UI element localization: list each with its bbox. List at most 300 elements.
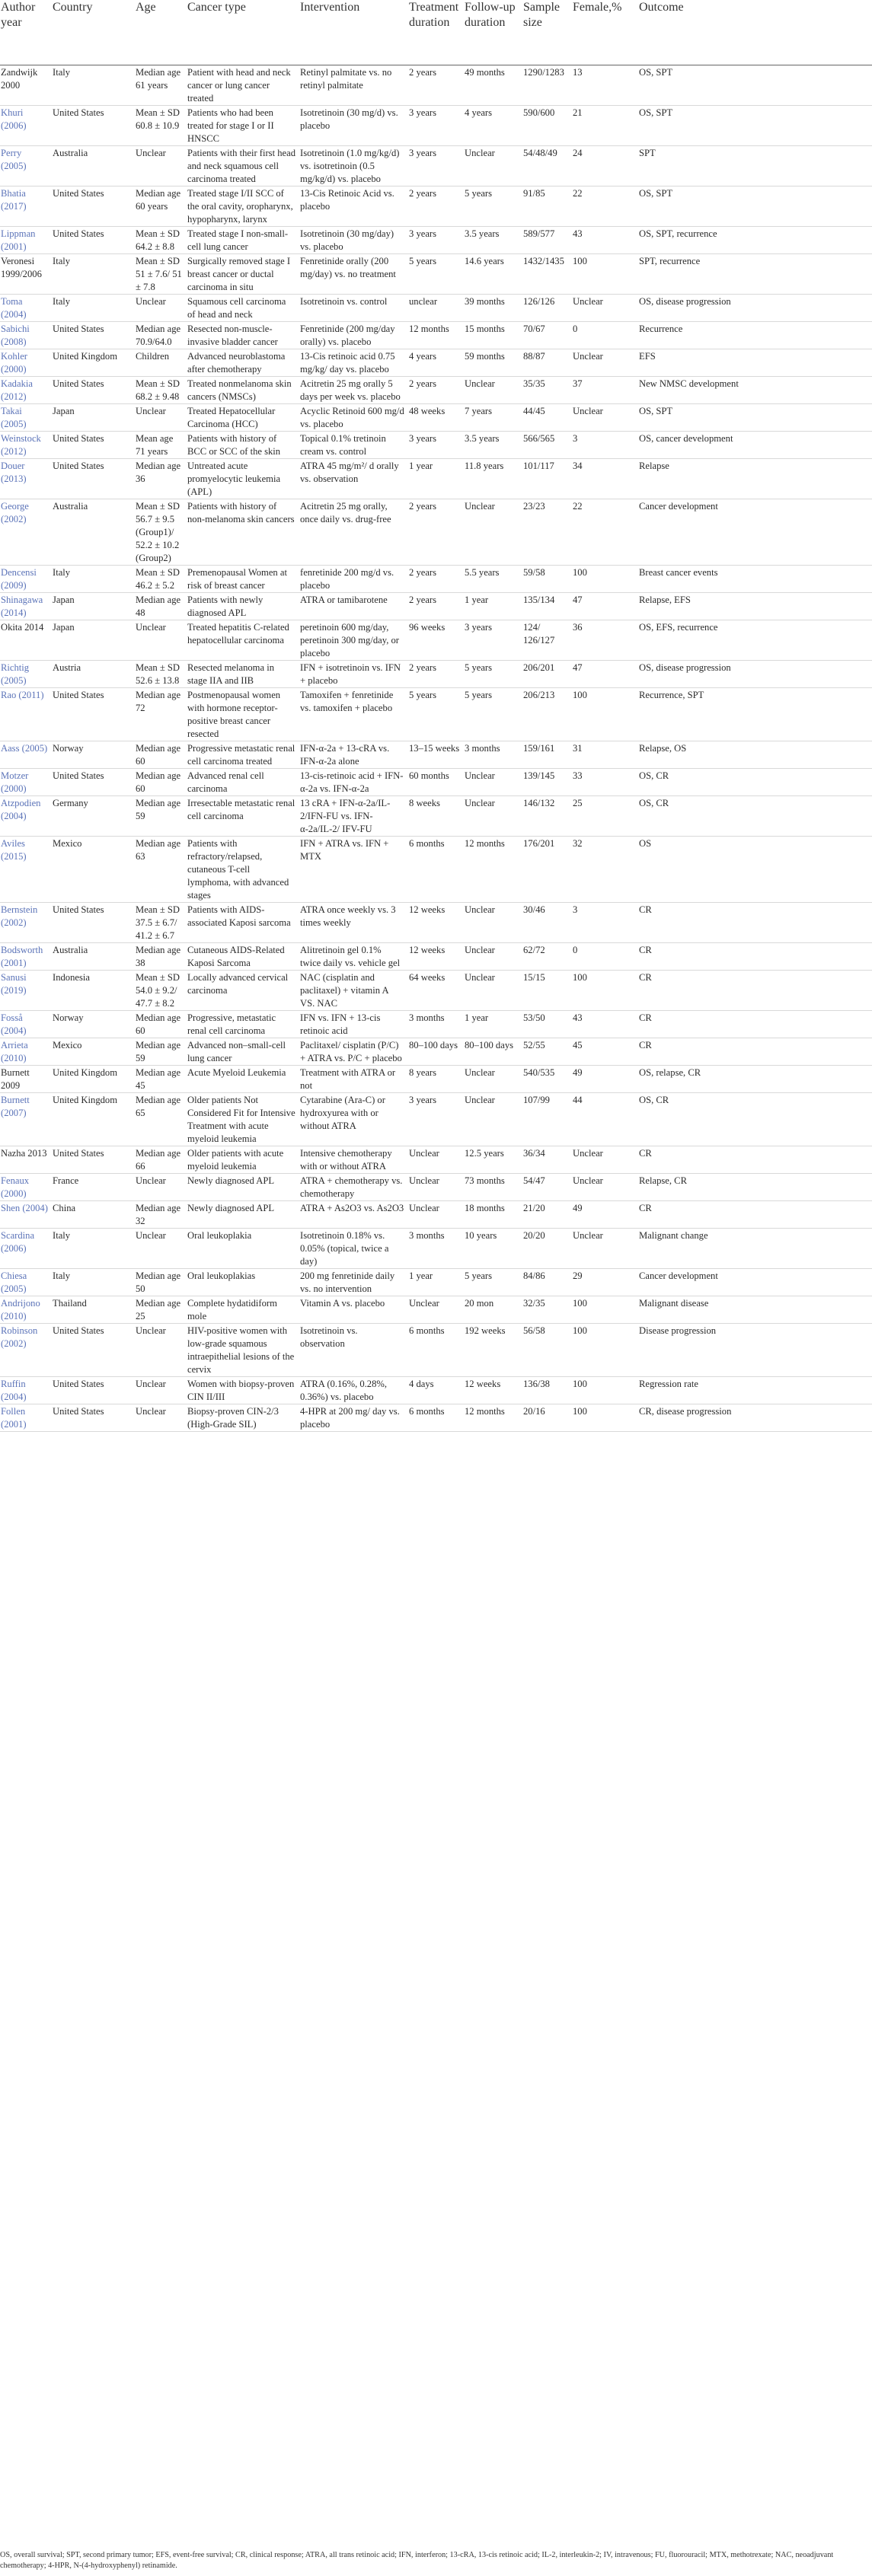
treatment-duration-cell: Unclear: [408, 1296, 464, 1324]
treatment-duration-cell: 5 years: [408, 254, 464, 295]
author-year-cell: [0, 1229, 52, 1269]
author-reference-link[interactable]: Bhatia (2017): [1, 188, 27, 212]
author-year-cell: [0, 1269, 52, 1296]
author-year-cell: [0, 499, 52, 566]
age-cell: Mean ± SD 68.2 ± 9.48: [135, 377, 187, 404]
table-row: [0, 1377, 872, 1404]
author-reference-link[interactable]: Kadakia (2012): [1, 378, 33, 402]
author-year-cell: [0, 1093, 52, 1146]
follow-up-duration-cell: Unclear: [464, 146, 522, 187]
table-body: [0, 65, 872, 1432]
country-cell: Germany: [52, 796, 135, 837]
sample-size-cell: 139/145: [522, 769, 572, 796]
table-row: [0, 688, 872, 741]
country-cell: Italy: [52, 1229, 135, 1269]
cancer-type-cell: Women with biopsy-proven CIN II/III: [187, 1377, 299, 1404]
cancer-type-cell: Patients with their first head and neck squamous cell carcinoma treated: [187, 146, 299, 187]
author-year-cell: [0, 903, 52, 943]
table-row: [0, 1229, 872, 1269]
outcome-cell: OS, cancer development: [638, 432, 872, 459]
intervention-cell: ATRA 45 mg/m²/ d orally vs. observation: [299, 459, 408, 499]
author-reference-link[interactable]: Lippman (2001): [1, 228, 36, 252]
intervention-cell: Fenretinide orally (200 mg/day) vs. no treatment: [299, 254, 408, 295]
cancer-type-cell: Patients who had been treated for stage I or II HNSCC: [187, 106, 299, 146]
sample-size-cell: 32/35: [522, 1296, 572, 1324]
age-cell: Unclear: [135, 404, 187, 432]
cancer-type-cell: Patients with refractory/relapsed, cutaneous T-cell lymphoma, with advanced stages: [187, 837, 299, 903]
table-row: [0, 1201, 872, 1229]
age-cell: Median age 70.9/64.0: [135, 322, 187, 349]
intervention-cell: Treatment with ATRA or not: [299, 1066, 408, 1093]
intervention-cell: Vitamin A vs. placebo: [299, 1296, 408, 1324]
female-percent-cell: Unclear: [572, 295, 638, 322]
outcome-cell: OS, SPT: [638, 187, 872, 227]
treatment-duration-cell: 96 weeks: [408, 620, 464, 661]
sample-size-cell: 23/23: [522, 499, 572, 566]
table-footnote: OS, overall survival; SPT, second primary tumor; EFS, event-free survival; CR, clinical response; ATRA, all trans retinoic acid; IFN, interferon; 13-cRA, 13-cis retinoic acid; IL-2, interleukin-2; IV, intravenous; FU, fluorouracil; MTX, methotrexate; NAC, neoadjuvant chemotherapy; 4-HPR, N-(4-hydroxyphenyl) retinamide.: [0, 2551, 834, 2570]
table-row: [0, 1011, 872, 1038]
age-cell: Children: [135, 349, 187, 377]
author-year-cell: [0, 1011, 52, 1038]
treatment-duration-cell: 1 year: [408, 459, 464, 499]
treatment-duration-cell: 2 years: [408, 65, 464, 106]
cancer-type-cell: Squamous cell carcinoma of head and neck: [187, 295, 299, 322]
author-reference-link[interactable]: Bodsworth (2001): [1, 945, 43, 968]
author-year-cell: [0, 1377, 52, 1404]
female-percent-cell: 0: [572, 322, 638, 349]
author-reference-link[interactable]: Ruffin (2004): [1, 1379, 27, 1402]
cancer-type-cell: Advanced renal cell carcinoma: [187, 769, 299, 796]
author-year-cell: [0, 377, 52, 404]
author-reference-link[interactable]: Sanusi (2019): [1, 972, 27, 996]
author-reference-link[interactable]: Toma (2004): [1, 296, 27, 320]
author-year-cell: [0, 1404, 52, 1432]
follow-up-duration-cell: 39 months: [464, 295, 522, 322]
author-year-cell: [0, 943, 52, 971]
cancer-type-cell: Treated nonmelanoma skin cancers (NMSCs): [187, 377, 299, 404]
treatment-duration-cell: 4 years: [408, 349, 464, 377]
intervention-cell: Topical 0.1% tretinoin cream vs. control: [299, 432, 408, 459]
author-reference-link[interactable]: Scardina (2006): [1, 1230, 35, 1254]
author-year-cell: [0, 971, 52, 1011]
age-cell: Median age 50: [135, 1269, 187, 1296]
cancer-type-cell: Premenopausal Women at risk of breast cancer: [187, 566, 299, 593]
cancer-type-cell: Surgically removed stage I breast cancer or ductal carcinoma in situ: [187, 254, 299, 295]
author-year-cell: [0, 688, 52, 741]
intervention-cell: fenretinide 200 mg/d vs. placebo: [299, 566, 408, 593]
author-reference-link[interactable]: Bernstein (2002): [1, 904, 38, 928]
follow-up-duration-cell: Unclear: [464, 499, 522, 566]
table-header-row: [0, 0, 872, 65]
sample-size-cell: 206/201: [522, 661, 572, 688]
table-row: [0, 566, 872, 593]
cancer-type-cell: Biopsy-proven CIN-2/3 (High-Grade SIL): [187, 1404, 299, 1432]
author-reference-link[interactable]: Richtig (2005): [1, 662, 30, 686]
intervention-cell: Acitretin 25 mg orally, once daily vs. drug-free: [299, 499, 408, 566]
author-reference-link[interactable]: Khuri (2006): [1, 107, 27, 131]
sample-size-cell: 15/15: [522, 971, 572, 1011]
female-percent-cell: Unclear: [572, 404, 638, 432]
age-cell: Median age 63: [135, 837, 187, 903]
follow-up-duration-cell: 12 weeks: [464, 1377, 522, 1404]
female-percent-cell: 44: [572, 1093, 638, 1146]
author-reference-link[interactable]: George (2002): [1, 501, 29, 524]
country-cell: France: [52, 1174, 135, 1201]
table-row: [0, 741, 872, 769]
intervention-cell: Acitretin 25 mg orally 5 days per week vs. placebo: [299, 377, 408, 404]
table-row: [0, 295, 872, 322]
outcome-cell: Relapse, OS: [638, 741, 872, 769]
table-row: [0, 1296, 872, 1324]
follow-up-duration-cell: 73 months: [464, 1174, 522, 1201]
author-label: Nazha 2013: [1, 1148, 47, 1159]
intervention-cell: peretinoin 600 mg/day, peretinoin 300 mg/day, or placebo: [299, 620, 408, 661]
treatment-duration-cell: 1 year: [408, 1269, 464, 1296]
table-row: [0, 1146, 872, 1174]
table-row: [0, 377, 872, 404]
author-year-cell: [0, 1296, 52, 1324]
author-reference-link[interactable]: Shen (2004): [1, 1203, 48, 1213]
cancer-type-cell: Patients with newly diagnosed APL: [187, 593, 299, 620]
treatment-duration-cell: 13–15 weeks: [408, 741, 464, 769]
author-reference-link[interactable]: Aviles (2015): [1, 838, 27, 862]
female-percent-cell: 100: [572, 688, 638, 741]
outcome-cell: OS, SPT: [638, 65, 872, 106]
female-percent-cell: 100: [572, 971, 638, 1011]
cancer-type-cell: Treated stage I/II SCC of the oral cavity, oropharynx, hypopharynx, larynx: [187, 187, 299, 227]
country-cell: Italy: [52, 254, 135, 295]
table-row: [0, 943, 872, 971]
follow-up-duration-cell: 5 years: [464, 187, 522, 227]
cancer-type-cell: Acute Myeloid Leukemia: [187, 1066, 299, 1093]
female-percent-cell: 25: [572, 796, 638, 837]
cancer-type-cell: Locally advanced cervical carcinoma: [187, 971, 299, 1011]
sample-size-cell: 1432/1435: [522, 254, 572, 295]
table-row: [0, 620, 872, 661]
female-percent-cell: 0: [572, 943, 638, 971]
follow-up-duration-cell: Unclear: [464, 971, 522, 1011]
sample-size-cell: 159/161: [522, 741, 572, 769]
follow-up-duration-cell: 5 years: [464, 661, 522, 688]
outcome-cell: CR, disease progression: [638, 1404, 872, 1432]
female-percent-cell: 29: [572, 1269, 638, 1296]
follow-up-duration-cell: 1 year: [464, 1011, 522, 1038]
treatment-duration-cell: 3 years: [408, 227, 464, 254]
cancer-type-cell: Complete hydatidiform mole: [187, 1296, 299, 1324]
age-cell: Median age 65: [135, 1093, 187, 1146]
intervention-cell: Paclitaxel/ cisplatin (P/C) + ATRA vs. P/C + placebo: [299, 1038, 408, 1066]
table-row: [0, 796, 872, 837]
intervention-cell: Isotretinoin 0.18% vs. 0.05% (topical, twice a day): [299, 1229, 408, 1269]
age-cell: Median age 60: [135, 1011, 187, 1038]
country-cell: Mexico: [52, 1038, 135, 1066]
table-row: [0, 146, 872, 187]
treatment-duration-cell: 2 years: [408, 593, 464, 620]
country-cell: United Kingdom: [52, 349, 135, 377]
sample-size-cell: 206/213: [522, 688, 572, 741]
outcome-cell: Disease progression: [638, 1324, 872, 1377]
treatment-duration-cell: 12 weeks: [408, 943, 464, 971]
follow-up-duration-cell: 12.5 years: [464, 1146, 522, 1174]
age-cell: Unclear: [135, 620, 187, 661]
author-reference-link[interactable]: Motzer (2000): [1, 770, 29, 794]
treatment-duration-cell: 12 weeks: [408, 903, 464, 943]
country-cell: United States: [52, 106, 135, 146]
sample-size-cell: 146/132: [522, 796, 572, 837]
country-cell: Indonesia: [52, 971, 135, 1011]
age-cell: Mean ± SD 54.0 ± 9.2/ 47.7 ± 8.2: [135, 971, 187, 1011]
author-reference-link[interactable]: Arrieta (2010): [1, 1040, 28, 1063]
sample-size-cell: 35/35: [522, 377, 572, 404]
author-reference-link[interactable]: Dencensi (2009): [1, 567, 37, 591]
country-cell: Australia: [52, 943, 135, 971]
country-cell: United States: [52, 1377, 135, 1404]
outcome-cell: CR: [638, 903, 872, 943]
author-reference-link[interactable]: Douer (2013): [1, 461, 27, 484]
author-year-cell: [0, 349, 52, 377]
author-reference-link[interactable]: Takai (2005): [1, 406, 27, 429]
country-cell: United Kingdom: [52, 1093, 135, 1146]
table-row: [0, 254, 872, 295]
author-reference-link[interactable]: Fenaux (2000): [1, 1175, 30, 1199]
intervention-cell: IFN-α-2a + 13-cRA vs. IFN-α-2a alone: [299, 741, 408, 769]
age-cell: Unclear: [135, 295, 187, 322]
female-percent-cell: 31: [572, 741, 638, 769]
table-row: [0, 404, 872, 432]
outcome-cell: OS: [638, 837, 872, 903]
outcome-cell: CR: [638, 1146, 872, 1174]
table-row: [0, 106, 872, 146]
table-row: [0, 837, 872, 903]
author-reference-link[interactable]: Perry (2005): [1, 148, 27, 171]
treatment-duration-cell: Unclear: [408, 1201, 464, 1229]
follow-up-duration-cell: 3.5 years: [464, 227, 522, 254]
header-treatment-duration: Treatment duration: [408, 0, 464, 65]
author-reference-link[interactable]: Rao (2011): [1, 690, 44, 700]
intervention-cell: Isotretinoin (1.0 mg/kg/d) vs. isotretinoin (0.5 mg/kg/d) vs. placebo: [299, 146, 408, 187]
treatment-duration-cell: 60 months: [408, 769, 464, 796]
country-cell: United States: [52, 459, 135, 499]
intervention-cell: Alitretinoin gel 0.1% twice daily vs. vehicle gel: [299, 943, 408, 971]
age-cell: Unclear: [135, 146, 187, 187]
outcome-cell: CR: [638, 1201, 872, 1229]
age-cell: Unclear: [135, 1229, 187, 1269]
follow-up-duration-cell: 5 years: [464, 688, 522, 741]
author-year-cell: [0, 254, 52, 295]
intervention-cell: Isotretinoin (30 mg/d) vs. placebo: [299, 106, 408, 146]
female-percent-cell: 33: [572, 769, 638, 796]
age-cell: Mean ± SD 51 ± 7.6/ 51 ± 7.8: [135, 254, 187, 295]
author-reference-link[interactable]: Kohler (2000): [1, 351, 27, 375]
female-percent-cell: 100: [572, 1404, 638, 1432]
intervention-cell: 13 cRA + IFN-α-2a/IL-2/IFN-FU vs. IFN-α-2a/IL-2/ IFV-FU: [299, 796, 408, 837]
country-cell: United States: [52, 1146, 135, 1174]
sample-size-cell: 176/201: [522, 837, 572, 903]
follow-up-duration-cell: 5 years: [464, 1269, 522, 1296]
country-cell: Thailand: [52, 1296, 135, 1324]
age-cell: Median age 25: [135, 1296, 187, 1324]
sample-size-cell: 20/20: [522, 1229, 572, 1269]
female-percent-cell: 43: [572, 227, 638, 254]
cancer-type-cell: Treated Hepatocellular Carcinoma (HCC): [187, 404, 299, 432]
treatment-duration-cell: 3 years: [408, 432, 464, 459]
author-year-cell: [0, 837, 52, 903]
author-year-cell: [0, 1038, 52, 1066]
country-cell: United States: [52, 903, 135, 943]
outcome-cell: Malignant disease: [638, 1296, 872, 1324]
cancer-type-cell: Patients with history of non-melanoma skin cancers: [187, 499, 299, 566]
outcome-cell: Breast cancer events: [638, 566, 872, 593]
intervention-cell: ATRA or tamibarotene: [299, 593, 408, 620]
sample-size-cell: 62/72: [522, 943, 572, 971]
outcome-cell: EFS: [638, 349, 872, 377]
age-cell: Median age 38: [135, 943, 187, 971]
female-percent-cell: 43: [572, 1011, 638, 1038]
author-year-cell: [0, 620, 52, 661]
treatment-duration-cell: 64 weeks: [408, 971, 464, 1011]
author-label: Veronesi 1999/2006: [1, 256, 42, 279]
outcome-cell: Regression rate: [638, 1377, 872, 1404]
treatment-duration-cell: 3 years: [408, 1093, 464, 1146]
author-year-cell: [0, 106, 52, 146]
follow-up-duration-cell: 7 years: [464, 404, 522, 432]
outcome-cell: OS, CR: [638, 769, 872, 796]
treatment-duration-cell: 80–100 days: [408, 1038, 464, 1066]
author-year-cell: [0, 593, 52, 620]
author-reference-link[interactable]: Burnett (2007): [1, 1095, 30, 1118]
header-sample-size: Sample size: [522, 0, 572, 65]
female-percent-cell: 45: [572, 1038, 638, 1066]
cancer-type-cell: Patient with head and neck cancer or lung cancer treated: [187, 65, 299, 106]
age-cell: Unclear: [135, 1324, 187, 1377]
treatment-duration-cell: unclear: [408, 295, 464, 322]
outcome-cell: New NMSC development: [638, 377, 872, 404]
table-row: [0, 1038, 872, 1066]
table-row: [0, 971, 872, 1011]
table-row: [0, 903, 872, 943]
sample-size-cell: 54/48/49: [522, 146, 572, 187]
age-cell: Mean ± SD 46.2 ± 5.2: [135, 566, 187, 593]
country-cell: Austria: [52, 661, 135, 688]
age-cell: Median age 72: [135, 688, 187, 741]
intervention-cell: Isotretinoin (30 mg/day) vs. placebo: [299, 227, 408, 254]
header-follow-up-duration: Follow-up duration: [464, 0, 522, 65]
cancer-type-cell: Untreated acute promyelocytic leukemia (APL): [187, 459, 299, 499]
intervention-cell: ATRA once weekly vs. 3 times weekly: [299, 903, 408, 943]
female-percent-cell: 3: [572, 903, 638, 943]
header-country: Country: [52, 0, 135, 65]
follow-up-duration-cell: 11.8 years: [464, 459, 522, 499]
intervention-cell: 13-Cis Retinoic Acid vs. placebo: [299, 187, 408, 227]
table-row: [0, 187, 872, 227]
outcome-cell: CR: [638, 1038, 872, 1066]
follow-up-duration-cell: Unclear: [464, 1093, 522, 1146]
outcome-cell: Relapse: [638, 459, 872, 499]
author-year-cell: [0, 566, 52, 593]
outcome-cell: CR: [638, 1011, 872, 1038]
author-year-cell: [0, 459, 52, 499]
author-year-cell: [0, 741, 52, 769]
author-reference-link[interactable]: Andrijono (2010): [1, 1298, 40, 1321]
table-row: [0, 769, 872, 796]
author-year-cell: [0, 1174, 52, 1201]
cancer-type-cell: Newly diagnosed APL: [187, 1174, 299, 1201]
intervention-cell: ATRA + As2O3 vs. As2O3: [299, 1201, 408, 1229]
cancer-type-cell: Resected non-muscle-invasive bladder cancer: [187, 322, 299, 349]
female-percent-cell: 37: [572, 377, 638, 404]
author-reference-link[interactable]: Aass (2005): [1, 743, 48, 754]
cancer-type-cell: Patients with history of BCC or SCC of the skin: [187, 432, 299, 459]
female-percent-cell: 49: [572, 1201, 638, 1229]
author-reference-link[interactable]: Sabichi (2008): [1, 324, 30, 347]
follow-up-duration-cell: 1 year: [464, 593, 522, 620]
country-cell: Japan: [52, 404, 135, 432]
outcome-cell: Cancer development: [638, 499, 872, 566]
treatment-duration-cell: 3 months: [408, 1229, 464, 1269]
female-percent-cell: 21: [572, 106, 638, 146]
country-cell: China: [52, 1201, 135, 1229]
age-cell: Median age 48: [135, 593, 187, 620]
country-cell: United States: [52, 377, 135, 404]
female-percent-cell: 100: [572, 566, 638, 593]
cancer-type-cell: Oral leukoplakia: [187, 1229, 299, 1269]
sample-size-cell: 540/535: [522, 1066, 572, 1093]
treatment-duration-cell: 3 months: [408, 1011, 464, 1038]
author-year-cell: [0, 1066, 52, 1093]
table-row: [0, 1174, 872, 1201]
age-cell: Mean age 71 years: [135, 432, 187, 459]
country-cell: Italy: [52, 65, 135, 106]
age-cell: Median age 45: [135, 1066, 187, 1093]
country-cell: United States: [52, 688, 135, 741]
author-year-cell: [0, 1146, 52, 1174]
author-reference-link[interactable]: Atzpodien (2004): [1, 798, 41, 821]
table-row: [0, 1404, 872, 1432]
follow-up-duration-cell: Unclear: [464, 796, 522, 837]
intervention-cell: ATRA (0.16%, 0.28%, 0.36%) vs. placebo: [299, 1377, 408, 1404]
author-reference-link[interactable]: Robinson (2002): [1, 1325, 38, 1349]
table-row: [0, 1324, 872, 1377]
age-cell: Mean ± SD 64.2 ± 8.8: [135, 227, 187, 254]
author-year-cell: [0, 769, 52, 796]
female-percent-cell: Unclear: [572, 349, 638, 377]
cancer-type-cell: Treated stage I non-small-cell lung cancer: [187, 227, 299, 254]
table-row: [0, 661, 872, 688]
table-row: [0, 459, 872, 499]
cancer-type-cell: Treated hepatitis C-related hepatocellular carcinoma: [187, 620, 299, 661]
author-reference-link[interactable]: Shinagawa (2014): [1, 595, 43, 618]
author-label: Burnett 2009: [1, 1067, 30, 1091]
table-row: [0, 1269, 872, 1296]
author-reference-link[interactable]: Follen (2001): [1, 1406, 27, 1430]
author-reference-link[interactable]: Chiesa (2005): [1, 1270, 27, 1294]
cancer-type-cell: Older patients Not Considered Fit for Intensive Treatment with acute myeloid leukemia: [187, 1093, 299, 1146]
age-cell: Median age 60: [135, 769, 187, 796]
intervention-cell: Intensive chemotherapy with or without ATRA: [299, 1146, 408, 1174]
country-cell: Japan: [52, 620, 135, 661]
cancer-type-cell: Resected melanoma in stage IIA and IIB: [187, 661, 299, 688]
author-reference-link[interactable]: Fosså (2004): [1, 1012, 27, 1036]
author-reference-link[interactable]: Weinstock (2012): [1, 433, 41, 457]
intervention-cell: Tamoxifen + fenretinide vs. tamoxifen + placebo: [299, 688, 408, 741]
intervention-cell: 200 mg fenretinide daily vs. no intervention: [299, 1269, 408, 1296]
header-cancer-type: Cancer type: [187, 0, 299, 65]
author-year-cell: [0, 146, 52, 187]
cancer-type-cell: Older patients with acute myeloid leukemia: [187, 1146, 299, 1174]
outcome-cell: SPT, recurrence: [638, 254, 872, 295]
follow-up-duration-cell: Unclear: [464, 943, 522, 971]
intervention-cell: Cytarabine (Ara-C) or hydroxyurea with or without ATRA: [299, 1093, 408, 1146]
